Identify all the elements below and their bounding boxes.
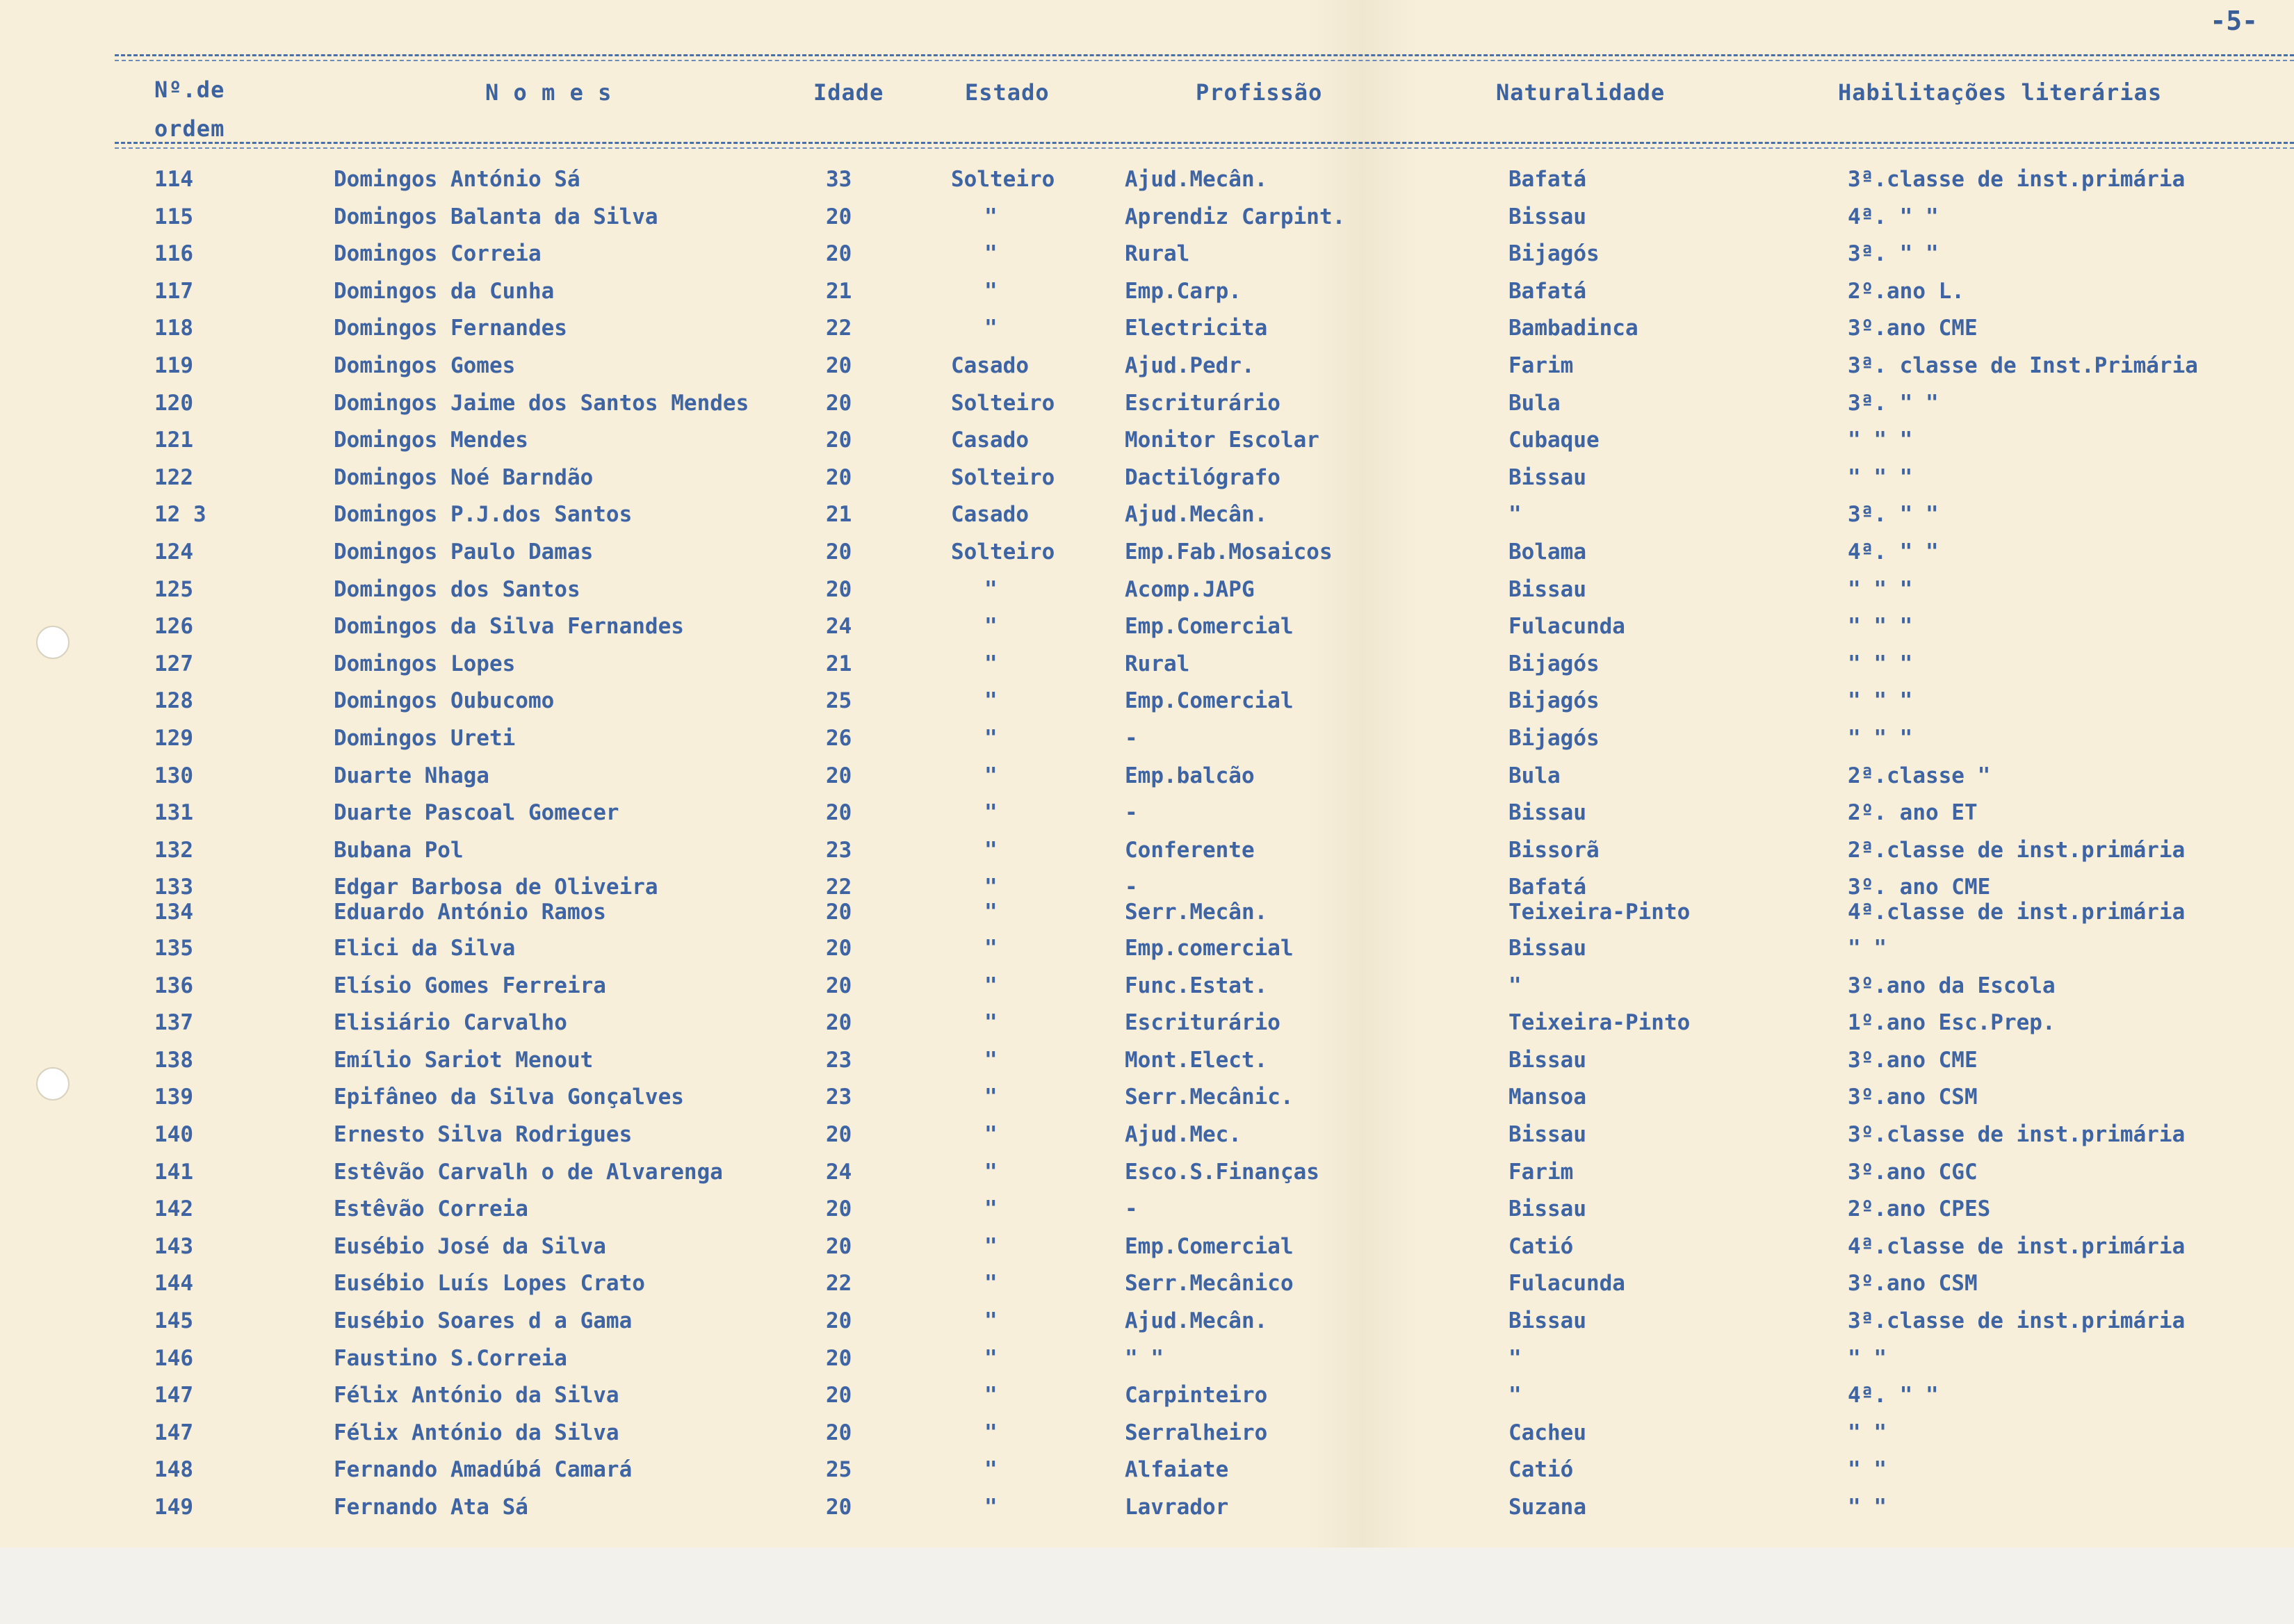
row-naturalidade: Bambadinca	[1508, 316, 1638, 341]
row-habilitacoes: " " "	[1848, 465, 1913, 490]
row-nome: Estêvão Correia	[334, 1196, 528, 1221]
row-habilitacoes: " "	[1848, 936, 1887, 961]
row-profissao: Serr.Mecânic.	[1125, 1085, 1294, 1110]
row-naturalidade: Bijagós	[1508, 726, 1600, 751]
row-estado: "	[984, 1196, 998, 1221]
row-profissao: -	[1125, 1196, 1138, 1221]
row-nome: Domingos Mendes	[334, 428, 528, 453]
row-estado: Casado	[951, 502, 1029, 527]
row-estado: "	[984, 614, 998, 639]
header-rule-bottom-2	[115, 147, 2294, 149]
row-nome: Duarte Nhaga	[334, 763, 489, 788]
row-num: 133	[154, 875, 193, 900]
row-num: 128	[154, 688, 193, 713]
row-idade: 20	[826, 800, 852, 825]
row-nome: Félix António da Silva	[334, 1383, 619, 1408]
row-estado: "	[984, 1122, 998, 1147]
row-habilitacoes: 2º.ano CPES	[1848, 1196, 1991, 1221]
row-naturalidade: Fulacunda	[1508, 614, 1625, 639]
row-nome: Eduardo António Ramos	[334, 900, 606, 925]
row-nome: Domingos P.J.dos Santos	[334, 502, 633, 527]
header-nomes: N o m e s	[485, 79, 612, 106]
row-naturalidade: Bula	[1508, 391, 1561, 416]
row-idade: 25	[826, 1457, 852, 1482]
row-naturalidade: Fulacunda	[1508, 1271, 1625, 1296]
row-profissao: Alfaiate	[1125, 1457, 1229, 1482]
row-habilitacoes: 3ª.classe de inst.primária	[1848, 1308, 2186, 1333]
scan-margin	[0, 1548, 2294, 1624]
row-habilitacoes: 4ª. " "	[1848, 539, 1939, 565]
row-estado: "	[984, 973, 998, 998]
row-num: 130	[154, 763, 193, 788]
row-estado: "	[984, 1308, 998, 1333]
row-habilitacoes: 3º.ano CSM	[1848, 1271, 1978, 1296]
row-naturalidade: Teixeira-Pinto	[1508, 900, 1691, 925]
row-habilitacoes: 3ª. " "	[1848, 391, 1939, 416]
row-estado: "	[984, 1383, 998, 1408]
row-naturalidade: Bissau	[1508, 1308, 1586, 1333]
row-profissao: -	[1125, 800, 1138, 825]
row-profissao: Func.Estat.	[1125, 973, 1268, 998]
row-naturalidade: Bafatá	[1508, 279, 1586, 304]
row-habilitacoes: 3ª. " "	[1848, 502, 1939, 527]
row-estado: "	[984, 316, 998, 341]
row-estado: "	[984, 1457, 998, 1482]
row-profissao: " "	[1125, 1346, 1164, 1371]
row-habilitacoes: 3º.ano da Escola	[1848, 973, 2056, 998]
row-nome: Domingos Fernandes	[334, 316, 567, 341]
row-num: 143	[154, 1234, 193, 1259]
row-nome: Domingos Oubucomo	[334, 688, 555, 713]
page-number: -5-	[2210, 6, 2258, 36]
row-profissao: Ajud.Pedr.	[1125, 353, 1255, 378]
row-naturalidade: Farim	[1508, 353, 1574, 378]
row-num: 129	[154, 726, 193, 751]
row-profissao: Escriturário	[1125, 391, 1280, 416]
row-profissao: Dactilógrafo	[1125, 465, 1280, 490]
row-naturalidade: "	[1508, 502, 1522, 527]
row-nome: Domingos Ureti	[334, 726, 516, 751]
row-profissao: Rural	[1125, 241, 1190, 266]
row-nome: Domingos Jaime dos Santos Mendes	[334, 391, 749, 416]
row-naturalidade: Bissau	[1508, 1048, 1586, 1073]
row-idade: 20	[826, 973, 852, 998]
row-habilitacoes: " " "	[1848, 577, 1913, 602]
row-idade: 20	[826, 353, 852, 378]
row-idade: 20	[826, 1122, 852, 1147]
row-naturalidade: Bissau	[1508, 936, 1586, 961]
row-idade: 20	[826, 1383, 852, 1408]
row-idade: 24	[826, 1160, 852, 1185]
row-nome: Eusébio Luís Lopes Crato	[334, 1271, 645, 1296]
row-num: 145	[154, 1308, 193, 1333]
row-naturalidade: Bissorã	[1508, 838, 1600, 863]
header-estado: Estado	[965, 79, 1050, 106]
row-profissao: Serralheiro	[1125, 1420, 1268, 1445]
row-estado: "	[984, 241, 998, 266]
row-naturalidade: Bula	[1508, 763, 1561, 788]
row-naturalidade: Teixeira-Pinto	[1508, 1010, 1691, 1035]
row-idade: 20	[826, 900, 852, 925]
row-habilitacoes: " "	[1848, 1457, 1887, 1482]
row-num: 117	[154, 279, 193, 304]
row-nome: Domingos da Silva Fernandes	[334, 614, 684, 639]
row-idade: 20	[826, 241, 852, 266]
row-naturalidade: Bolama	[1508, 539, 1586, 565]
row-num: 122	[154, 465, 193, 490]
row-estado: "	[984, 1420, 998, 1445]
row-profissao: Acomp.JAPG	[1125, 577, 1255, 602]
row-estado: "	[984, 1495, 998, 1520]
row-profissao: Serr.Mecân.	[1125, 900, 1268, 925]
row-estado: "	[984, 936, 998, 961]
row-habilitacoes: " " "	[1848, 651, 1913, 676]
row-profissao: Electricita	[1125, 316, 1268, 341]
row-idade: 20	[826, 428, 852, 453]
row-estado: Casado	[951, 428, 1029, 453]
row-nome: Domingos Correia	[334, 241, 542, 266]
row-num: 131	[154, 800, 193, 825]
row-idade: 20	[826, 465, 852, 490]
row-nome: Duarte Pascoal Gomecer	[334, 800, 619, 825]
row-nome: Bubana Pol	[334, 838, 464, 863]
row-profissao: Emp.balcão	[1125, 763, 1255, 788]
row-idade: 20	[826, 1234, 852, 1259]
punch-hole	[36, 626, 70, 659]
row-nome: Faustino S.Correia	[334, 1346, 567, 1371]
row-profissao: Carpinteiro	[1125, 1383, 1268, 1408]
row-idade: 23	[826, 838, 852, 863]
row-profissao: Ajud.Mecân.	[1125, 1308, 1268, 1333]
row-profissao: Emp.Comercial	[1125, 614, 1294, 639]
row-nome: Domingos dos Santos	[334, 577, 580, 602]
row-num: 138	[154, 1048, 193, 1073]
row-num: 126	[154, 614, 193, 639]
row-habilitacoes: 4ª. " "	[1848, 1383, 1939, 1408]
row-naturalidade: Cacheu	[1508, 1420, 1586, 1445]
row-estado: "	[984, 279, 998, 304]
row-profissao: Esco.S.Finanças	[1125, 1160, 1319, 1185]
header-naturalidade: Naturalidade	[1496, 79, 1666, 106]
row-num: 132	[154, 838, 193, 863]
header-rule-bottom	[115, 142, 2294, 144]
row-num: 115	[154, 204, 193, 229]
row-num: 116	[154, 241, 193, 266]
row-nome: Eusébio José da Silva	[334, 1234, 606, 1259]
row-naturalidade: Bafatá	[1508, 167, 1586, 192]
row-num: 120	[154, 391, 193, 416]
row-nome: Elici da Silva	[334, 936, 516, 961]
row-habilitacoes: " "	[1848, 1346, 1887, 1371]
row-habilitacoes: 1º.ano Esc.Prep.	[1848, 1010, 2056, 1035]
row-profissao: Emp.Comercial	[1125, 688, 1294, 713]
row-profissao: Ajud.Mec.	[1125, 1122, 1242, 1147]
row-estado: Solteiro	[951, 167, 1055, 192]
row-profissao: Mont.Elect.	[1125, 1048, 1268, 1073]
row-habilitacoes: " " "	[1848, 614, 1913, 639]
row-estado: "	[984, 838, 998, 863]
row-num: 144	[154, 1271, 193, 1296]
header-profissao: Profissão	[1196, 79, 1323, 106]
row-naturalidade: Suzana	[1508, 1495, 1586, 1520]
row-idade: 22	[826, 875, 852, 900]
row-num: 118	[154, 316, 193, 341]
row-idade: 20	[826, 1308, 852, 1333]
row-profissao: Ajud.Mecân.	[1125, 167, 1268, 192]
row-idade: 20	[826, 391, 852, 416]
row-naturalidade: "	[1508, 973, 1522, 998]
row-num: 12 3	[154, 502, 206, 527]
row-profissao: Emp.Carp.	[1125, 279, 1242, 304]
row-idade: 21	[826, 651, 852, 676]
row-naturalidade: Bissau	[1508, 1196, 1586, 1221]
row-idade: 22	[826, 1271, 852, 1296]
row-estado: Solteiro	[951, 465, 1055, 490]
row-num: 139	[154, 1085, 193, 1110]
row-estado: "	[984, 577, 998, 602]
row-idade: 21	[826, 502, 852, 527]
row-estado: "	[984, 875, 998, 900]
row-naturalidade: Bissau	[1508, 577, 1586, 602]
row-profissao: -	[1125, 726, 1138, 751]
row-nome: Domingos António Sá	[334, 167, 580, 192]
header-num: Nº.de	[154, 76, 225, 103]
row-naturalidade: Bissau	[1508, 1122, 1586, 1147]
row-num: 149	[154, 1495, 193, 1520]
row-naturalidade: Cubaque	[1508, 428, 1600, 453]
row-idade: 20	[826, 1420, 852, 1445]
header-rule-top-2	[115, 60, 2294, 61]
row-profissao: Aprendiz Carpint.	[1125, 204, 1346, 229]
row-habilitacoes: 3º.ano CSM	[1848, 1085, 1978, 1110]
punch-hole	[36, 1067, 70, 1101]
row-naturalidade: "	[1508, 1346, 1522, 1371]
row-idade: 26	[826, 726, 852, 751]
row-nome: Domingos Noé Barndão	[334, 465, 594, 490]
row-estado: "	[984, 651, 998, 676]
row-nome: Elísio Gomes Ferreira	[334, 973, 606, 998]
row-naturalidade: "	[1508, 1383, 1522, 1408]
row-habilitacoes: 2º.ano L.	[1848, 279, 1964, 304]
row-idade: 20	[826, 204, 852, 229]
row-idade: 20	[826, 1196, 852, 1221]
row-nome: Domingos da Cunha	[334, 279, 555, 304]
row-num: 136	[154, 973, 193, 998]
row-idade: 33	[826, 167, 852, 192]
row-estado: "	[984, 1160, 998, 1185]
row-habilitacoes: 3ª. " "	[1848, 241, 1939, 266]
row-idade: 22	[826, 316, 852, 341]
row-nome: Epifâneo da Silva Gonçalves	[334, 1085, 684, 1110]
row-estado: "	[984, 900, 998, 925]
row-num: 135	[154, 936, 193, 961]
row-profissao: Ajud.Mecân.	[1125, 502, 1268, 527]
row-profissao: -	[1125, 875, 1138, 900]
row-naturalidade: Bijagós	[1508, 688, 1600, 713]
header-habilitacoes: Habilitações literárias	[1838, 79, 2163, 106]
row-habilitacoes: 4ª.classe de inst.primária	[1848, 1234, 2186, 1259]
row-num: 147	[154, 1420, 193, 1445]
row-profissao: Emp.Fab.Mosaicos	[1125, 539, 1333, 565]
row-habilitacoes: 2º. ano ET	[1848, 800, 1978, 825]
row-idade: 24	[826, 614, 852, 639]
row-habilitacoes: " " "	[1848, 688, 1913, 713]
row-habilitacoes: 2ª.classe "	[1848, 763, 1991, 788]
row-habilitacoes: 3º. ano CME	[1848, 875, 1991, 900]
row-profissao: Conferente	[1125, 838, 1255, 863]
row-idade: 20	[826, 539, 852, 565]
row-habilitacoes: 4ª. " "	[1848, 204, 1939, 229]
row-estado: "	[984, 1271, 998, 1296]
header-num-2: ordem	[154, 115, 225, 142]
row-habilitacoes: 3ª. classe de Inst.Primária	[1848, 353, 2198, 378]
row-profissao: Emp.comercial	[1125, 936, 1294, 961]
row-habilitacoes: 3º.ano CME	[1848, 316, 1978, 341]
row-estado: "	[984, 204, 998, 229]
row-profissao: Monitor Escolar	[1125, 428, 1319, 453]
row-num: 148	[154, 1457, 193, 1482]
row-profissao: Rural	[1125, 651, 1190, 676]
row-estado: "	[984, 1346, 998, 1371]
row-habilitacoes: " " "	[1848, 428, 1913, 453]
row-habilitacoes: 3º.classe de inst.primária	[1848, 1122, 2186, 1147]
row-nome: Ernesto Silva Rodrigues	[334, 1122, 633, 1147]
row-idade: 20	[826, 577, 852, 602]
row-num: 114	[154, 167, 193, 192]
row-naturalidade: Bissau	[1508, 800, 1586, 825]
row-estado: "	[984, 763, 998, 788]
row-num: 140	[154, 1122, 193, 1147]
row-idade: 23	[826, 1085, 852, 1110]
row-num: 121	[154, 428, 193, 453]
row-num: 124	[154, 539, 193, 565]
row-num: 119	[154, 353, 193, 378]
row-habilitacoes: " "	[1848, 1495, 1887, 1520]
row-naturalidade: Farim	[1508, 1160, 1574, 1185]
row-nome: Domingos Lopes	[334, 651, 516, 676]
row-estado: "	[984, 1010, 998, 1035]
row-nome: Emílio Sariot Menout	[334, 1048, 594, 1073]
row-estado: "	[984, 1085, 998, 1110]
row-nome: Eusébio Soares d a Gama	[334, 1308, 633, 1333]
header-rule-top	[115, 54, 2294, 56]
row-idade: 20	[826, 1010, 852, 1035]
row-habilitacoes: 3ª.classe de inst.primária	[1848, 167, 2186, 192]
row-habilitacoes: " " "	[1848, 726, 1913, 751]
row-nome: Félix António da Silva	[334, 1420, 619, 1445]
row-habilitacoes: 3º.ano CME	[1848, 1048, 1978, 1073]
row-nome: Domingos Paulo Damas	[334, 539, 594, 565]
row-estado: "	[984, 1048, 998, 1073]
row-naturalidade: Bissau	[1508, 465, 1586, 490]
row-estado: "	[984, 1234, 998, 1259]
row-habilitacoes: 4ª.classe de inst.primária	[1848, 900, 2186, 925]
row-estado: Solteiro	[951, 539, 1055, 565]
row-num: 141	[154, 1160, 193, 1185]
row-nome: Fernando Ata Sá	[334, 1495, 528, 1520]
row-idade: 20	[826, 936, 852, 961]
row-nome: Elisiário Carvalho	[334, 1010, 567, 1035]
row-naturalidade: Catió	[1508, 1234, 1574, 1259]
row-naturalidade: Bijagós	[1508, 241, 1600, 266]
row-profissao: Escriturário	[1125, 1010, 1280, 1035]
row-num: 137	[154, 1010, 193, 1035]
row-idade: 20	[826, 1495, 852, 1520]
row-habilitacoes: 3º.ano CGC	[1848, 1160, 1978, 1185]
row-idade: 20	[826, 763, 852, 788]
row-num: 142	[154, 1196, 193, 1221]
row-profissao: Emp.Comercial	[1125, 1234, 1294, 1259]
row-num: 146	[154, 1346, 193, 1371]
row-estado: "	[984, 688, 998, 713]
row-idade: 25	[826, 688, 852, 713]
row-nome: Domingos Balanta da Silva	[334, 204, 658, 229]
row-naturalidade: Bafatá	[1508, 875, 1586, 900]
header-idade: Idade	[813, 79, 884, 106]
row-estado: Solteiro	[951, 391, 1055, 416]
row-naturalidade: Bissau	[1508, 204, 1586, 229]
row-idade: 20	[826, 1346, 852, 1371]
row-num: 125	[154, 577, 193, 602]
row-habilitacoes: " "	[1848, 1420, 1887, 1445]
row-naturalidade: Catió	[1508, 1457, 1574, 1482]
row-nome: Fernando Amadúbá Camará	[334, 1457, 633, 1482]
row-nome: Estêvão Carvalh o de Alvarenga	[334, 1160, 723, 1185]
row-estado: "	[984, 800, 998, 825]
row-nome: Domingos Gomes	[334, 353, 516, 378]
row-num: 147	[154, 1383, 193, 1408]
row-profissao: Serr.Mecânico	[1125, 1271, 1294, 1296]
row-estado: "	[984, 726, 998, 751]
row-nome: Edgar Barbosa de Oliveira	[334, 875, 658, 900]
row-estado: Casado	[951, 353, 1029, 378]
row-habilitacoes: 2ª.classe de inst.primária	[1848, 838, 2186, 863]
row-naturalidade: Bijagós	[1508, 651, 1600, 676]
row-idade: 21	[826, 279, 852, 304]
row-num: 134	[154, 900, 193, 925]
row-idade: 23	[826, 1048, 852, 1073]
row-naturalidade: Mansoa	[1508, 1085, 1586, 1110]
row-num: 127	[154, 651, 193, 676]
row-profissao: Lavrador	[1125, 1495, 1229, 1520]
